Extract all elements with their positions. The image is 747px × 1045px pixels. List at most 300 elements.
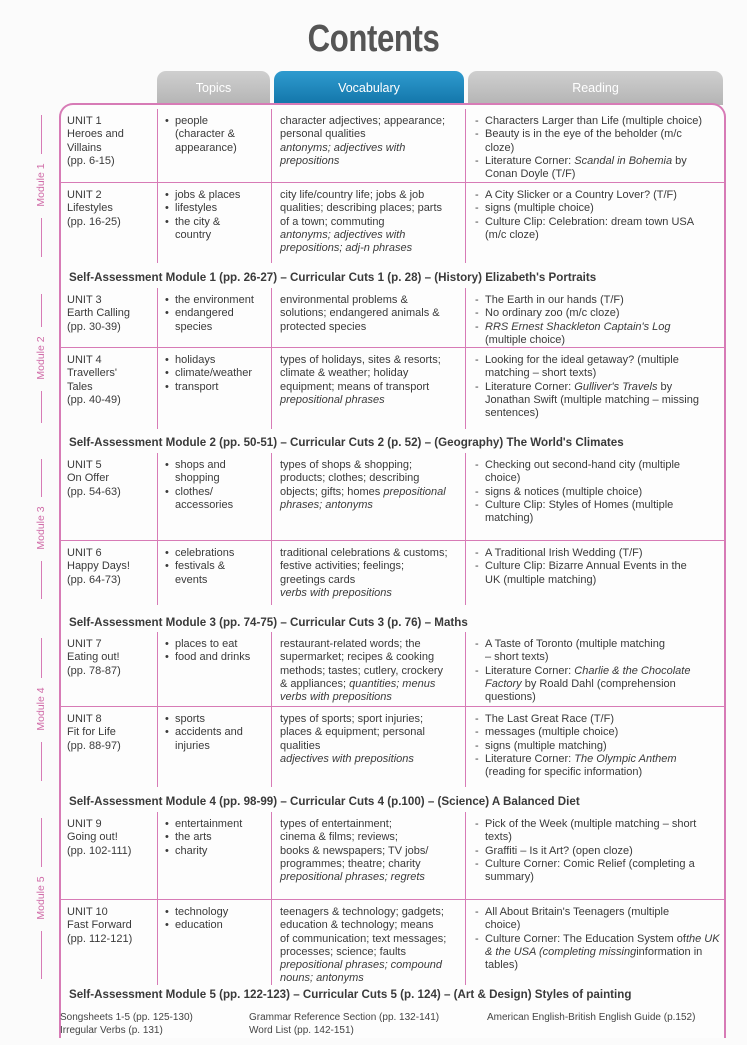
unit-title-cell bbox=[61, 453, 156, 540]
vocabulary-line bbox=[280, 229, 460, 242]
reading-cell bbox=[465, 541, 724, 605]
vocabulary-text: prepositions bbox=[280, 154, 340, 167]
reading-text: Conan Doyle (T/F) bbox=[485, 168, 576, 181]
unit-title-cell bbox=[61, 109, 156, 182]
vocabulary-line bbox=[280, 189, 460, 202]
unit-title-cell bbox=[61, 632, 156, 706]
vocabulary-text: prepositional phrases; compound bbox=[280, 959, 443, 972]
vocabulary-line bbox=[280, 933, 460, 946]
vocabulary-line bbox=[280, 858, 460, 871]
topic-item: events bbox=[175, 573, 208, 586]
topics-cell bbox=[157, 632, 270, 706]
tab-vocabulary: Vocabulary bbox=[274, 71, 464, 105]
reading-text bbox=[485, 381, 720, 394]
vocabulary-text: antonyms; adjectives with bbox=[280, 228, 406, 241]
unit-title-cell bbox=[61, 812, 156, 899]
footer-col-1 bbox=[60, 1011, 193, 1037]
vocabulary-line bbox=[280, 946, 460, 959]
vocabulary-text: prepositional phrases; regrets bbox=[280, 871, 425, 884]
reading-item bbox=[474, 726, 720, 739]
vocabulary-text: types of entertainment; bbox=[280, 818, 392, 830]
reading-text: - No ordinary zoo (m/c cloze) bbox=[485, 307, 620, 320]
topic-item: • the environment bbox=[165, 294, 266, 307]
reading-text: matching – short texts) bbox=[485, 367, 597, 380]
unit-title-cell bbox=[61, 541, 156, 605]
vocabulary-line bbox=[280, 845, 460, 858]
vocabulary-line bbox=[280, 486, 460, 499]
vocabulary-line bbox=[280, 155, 460, 168]
column-tabs bbox=[157, 71, 723, 105]
reading-text: sentences) bbox=[485, 407, 539, 420]
footer-songsheets: Songsheets 1-5 (pp. 125-130) bbox=[60, 1012, 193, 1023]
unit-number: UNIT 6 bbox=[67, 547, 102, 559]
topic-item: • climate/weather bbox=[165, 367, 266, 380]
reading-text: choice) bbox=[485, 472, 521, 485]
vocabulary-cell bbox=[271, 541, 464, 605]
vocabulary-cell bbox=[271, 109, 464, 182]
unit-row bbox=[61, 348, 724, 429]
topic-item: • holidays bbox=[165, 354, 266, 367]
unit-row bbox=[61, 812, 724, 900]
reading-text: Literature Corner: bbox=[485, 664, 575, 677]
topic-item: • sports bbox=[165, 713, 266, 726]
reading-text: (multiple choice) bbox=[485, 333, 566, 346]
vocabulary-line bbox=[280, 691, 460, 704]
topic-item: • entertainment bbox=[165, 818, 266, 831]
topics-cell bbox=[157, 900, 270, 985]
tab-reading: Reading bbox=[468, 71, 723, 105]
unit-title-line: (pp. 54-63) bbox=[67, 485, 121, 498]
unit-number: UNIT 5 bbox=[67, 459, 102, 471]
vocabulary-text: phrases; antonyms bbox=[280, 498, 373, 511]
reading-text: - Looking for the ideal getaway? (multiple bbox=[485, 354, 679, 366]
self-assessment-line: Self-Assessment Module 1 (pp. 26-27) – Curricular Cuts 1 (p. 28) – (History) Elizabeth's Portraits bbox=[69, 271, 597, 284]
reading-item bbox=[474, 560, 720, 587]
reading-text: questions) bbox=[485, 691, 536, 704]
reading-text bbox=[485, 665, 720, 678]
vocabulary-line bbox=[280, 740, 460, 753]
reading-text: (m/c cloze) bbox=[485, 228, 539, 241]
vocabulary-cell bbox=[271, 632, 464, 706]
vocabulary-text: verbs with prepositions bbox=[280, 691, 392, 704]
reading-item bbox=[474, 547, 720, 560]
vocabulary-text: solutions; endangered animals & bbox=[280, 307, 440, 320]
module-label: Module 4 bbox=[35, 686, 47, 731]
footer-col-3 bbox=[487, 1011, 695, 1024]
unit-row bbox=[61, 288, 724, 348]
reading-text bbox=[485, 933, 720, 973]
vocabulary-text: traditional celebrations & customs; bbox=[280, 547, 448, 559]
reading-text: - The Last Great Race (T/F) bbox=[485, 713, 614, 725]
vocabulary-line bbox=[280, 142, 460, 155]
unit-title-line: Villains bbox=[67, 141, 102, 154]
footer-col-2 bbox=[249, 1011, 439, 1037]
topic-item: country bbox=[175, 228, 212, 241]
topic-item: • technology bbox=[165, 906, 266, 919]
topics-cell bbox=[157, 453, 270, 540]
vocabulary-cell bbox=[271, 707, 464, 787]
self-assessment-line: Self-Assessment Module 5 (pp. 122-123) – Curricular Cuts 5 (p. 124) – (Art & Design) Styles of painting bbox=[69, 988, 632, 1001]
reading-item bbox=[474, 713, 720, 726]
footer-word-list: Word List (pp. 142-151) bbox=[249, 1025, 354, 1036]
vocabulary-line bbox=[280, 972, 460, 985]
unit-number: UNIT 3 bbox=[67, 294, 102, 306]
reading-item bbox=[474, 216, 720, 243]
vocabulary-line bbox=[280, 665, 460, 678]
vocabulary-line bbox=[280, 547, 460, 560]
reading-text: information in tables) bbox=[485, 945, 703, 972]
vocabulary-line bbox=[280, 381, 460, 394]
unit-title-line: (pp. 112-121) bbox=[67, 932, 133, 945]
vocabulary-text: greetings cards bbox=[280, 573, 356, 586]
reading-text bbox=[485, 678, 720, 691]
topic-item: • celebrations bbox=[165, 547, 266, 560]
vocabulary-line bbox=[280, 242, 460, 255]
vocabulary-text: qualities bbox=[280, 739, 321, 752]
reading-title: Charlie & the Chocolate bbox=[574, 664, 691, 677]
module-divider-line bbox=[41, 391, 42, 424]
reading-text: - A City Slicker or a Country Lover? (T/F) bbox=[485, 189, 677, 201]
topics-cell bbox=[157, 183, 270, 263]
reading-text bbox=[485, 155, 720, 168]
reading-text: matching) bbox=[485, 512, 534, 525]
vocabulary-text: supermarket; recipes & cooking bbox=[280, 651, 435, 664]
reading-text: - Characters Larger than Life (multiple choice) bbox=[485, 115, 703, 127]
unit-row bbox=[61, 453, 724, 541]
topic-item: • clothes/ bbox=[165, 486, 266, 499]
reading-text: - RRS Ernest Shackleton Captain's Log bbox=[485, 320, 671, 333]
reading-item bbox=[474, 740, 720, 753]
reading-text: Literature Corner: bbox=[485, 154, 575, 167]
reading-text bbox=[485, 753, 720, 766]
vocabulary-line bbox=[280, 115, 460, 128]
reading-item bbox=[474, 155, 720, 182]
topics-cell bbox=[157, 812, 270, 899]
reading-item bbox=[474, 486, 720, 499]
vocabulary-line bbox=[280, 831, 460, 844]
unit-title-line: (pp. 78-87) bbox=[67, 664, 121, 677]
reading-text: choice) bbox=[485, 919, 521, 932]
unit-number: UNIT 1 bbox=[67, 115, 102, 127]
reading-item bbox=[474, 933, 720, 973]
vocabulary-text: of communication; text messages; bbox=[280, 932, 447, 945]
unit-row bbox=[61, 541, 724, 605]
vocabulary-text: quantities; menus bbox=[349, 677, 436, 690]
reading-item bbox=[474, 354, 720, 381]
unit-title-line: Travellers' bbox=[67, 367, 117, 380]
unit-number: UNIT 9 bbox=[67, 818, 102, 830]
topics-cell bbox=[157, 348, 270, 429]
unit-number: UNIT 10 bbox=[67, 906, 108, 918]
topic-item: • people bbox=[165, 115, 266, 128]
unit-row bbox=[61, 900, 724, 985]
reading-item bbox=[474, 818, 720, 845]
topic-item: accessories bbox=[175, 498, 234, 511]
reading-text: Literature Corner: bbox=[485, 752, 575, 765]
topic-item: • places to eat bbox=[165, 638, 266, 651]
self-assessment-line: Self-Assessment Module 3 (pp. 74-75) – Curricular Cuts 3 (p. 76) – Maths bbox=[69, 616, 468, 629]
reading-text: UK (multiple matching) bbox=[485, 573, 597, 586]
vocabulary-text: of a town; commuting bbox=[280, 215, 385, 228]
unit-title-line: (pp. 88-97) bbox=[67, 739, 121, 752]
reading-text: texts) bbox=[485, 831, 512, 844]
unit-title-line: (pp. 64-73) bbox=[67, 573, 121, 586]
topic-item: species bbox=[175, 320, 213, 333]
reading-item bbox=[474, 499, 720, 526]
vocabulary-text: education & technology; means bbox=[280, 919, 434, 932]
reading-item bbox=[474, 459, 720, 486]
unit-title-cell bbox=[61, 707, 156, 787]
reading-item bbox=[474, 189, 720, 202]
unit-title-line: (pp. 30-39) bbox=[67, 320, 121, 333]
topic-item: • festivals & bbox=[165, 560, 266, 573]
vocabulary-line bbox=[280, 307, 460, 320]
module-divider-line bbox=[41, 931, 42, 980]
module-divider-line bbox=[41, 818, 42, 867]
vocabulary-line bbox=[280, 818, 460, 831]
vocabulary-text: personal qualities bbox=[280, 128, 366, 141]
vocabulary-text: types of shops & shopping; bbox=[280, 459, 413, 471]
unit-title-line: Lifestyles bbox=[67, 202, 113, 215]
reading-text: - signs (multiple matching) bbox=[485, 739, 607, 752]
module-divider-line bbox=[41, 294, 42, 327]
vocabulary-text: programmes; theatre; charity bbox=[280, 857, 421, 870]
reading-title: the UK & the USA (completing missing bbox=[485, 932, 720, 958]
vocabulary-line bbox=[280, 354, 460, 367]
module-divider-line bbox=[41, 638, 42, 678]
reading-item bbox=[474, 321, 720, 348]
reading-text: by Roald Dahl (comprehension bbox=[521, 677, 676, 690]
vocabulary-cell bbox=[271, 812, 464, 899]
reading-cell bbox=[465, 453, 724, 540]
topic-item: • transport bbox=[165, 381, 266, 394]
unit-title-line: Fit for Life bbox=[67, 726, 116, 739]
topics-cell bbox=[157, 109, 270, 182]
unit-title-line: Going out! bbox=[67, 831, 118, 844]
reading-text: - Checking out second-hand city (multiple bbox=[485, 459, 681, 471]
vocabulary-line bbox=[280, 459, 460, 472]
vocabulary-line bbox=[280, 560, 460, 573]
self-assessment-line: Self-Assessment Module 2 (pp. 50-51) – Curricular Cuts 2 (p. 52) – (Geography) The World's Climates bbox=[69, 436, 624, 449]
vocabulary-line bbox=[280, 906, 460, 919]
topic-item: • food and drinks bbox=[165, 651, 266, 664]
reading-item bbox=[474, 128, 720, 155]
reading-text: cloze) bbox=[485, 141, 515, 154]
reading-cell bbox=[465, 109, 724, 182]
reading-item bbox=[474, 638, 720, 665]
unit-title-line: (pp. 40-49) bbox=[67, 393, 121, 406]
vocabulary-text: & appliances; bbox=[280, 677, 350, 690]
unit-title-line: On Offer bbox=[67, 472, 109, 485]
topic-item: • education bbox=[165, 919, 266, 932]
module-divider-line bbox=[41, 115, 42, 154]
vocabulary-line bbox=[280, 574, 460, 587]
vocabulary-line bbox=[280, 216, 460, 229]
topic-item: • accidents and bbox=[165, 726, 266, 739]
vocabulary-line bbox=[280, 128, 460, 141]
vocabulary-line bbox=[280, 294, 460, 307]
vocabulary-line bbox=[280, 367, 460, 380]
topic-item: injuries bbox=[175, 739, 210, 752]
vocabulary-text: adjectives with prepositions bbox=[280, 752, 414, 765]
module-label: Module 5 bbox=[35, 875, 47, 920]
unit-title-line: (pp. 16-25) bbox=[67, 215, 121, 228]
unit-title-line: Earth Calling bbox=[67, 307, 130, 320]
footer-grammar-reference: Grammar Reference Section (pp. 132-141) bbox=[249, 1012, 440, 1023]
unit-row bbox=[61, 707, 724, 787]
vocabulary-text: character adjectives; appearance; bbox=[280, 115, 446, 127]
vocabulary-line bbox=[280, 919, 460, 932]
vocabulary-text: books & newspapers; TV jobs/ bbox=[280, 844, 429, 857]
unit-title-line: Tales bbox=[67, 380, 93, 393]
vocabulary-cell bbox=[271, 348, 464, 429]
vocabulary-text: environmental problems & bbox=[280, 294, 408, 306]
vocabulary-cell bbox=[271, 453, 464, 540]
vocabulary-line bbox=[280, 472, 460, 485]
module-divider-line bbox=[41, 218, 42, 257]
unit-title-cell bbox=[61, 183, 156, 263]
unit-number: UNIT 7 bbox=[67, 638, 102, 650]
module-label: Module 2 bbox=[35, 335, 47, 380]
topic-item: shopping bbox=[175, 472, 220, 485]
reading-text: by bbox=[657, 380, 673, 393]
vocabulary-text: cinema & films; reviews; bbox=[280, 831, 398, 844]
topic-item: appearance) bbox=[175, 141, 237, 154]
topic-item: • endangered bbox=[165, 307, 266, 320]
module-label: Module 3 bbox=[35, 506, 47, 550]
page-title: Contents bbox=[307, 18, 440, 60]
reading-item bbox=[474, 115, 720, 128]
vocabulary-text: climate & weather; holiday bbox=[280, 367, 409, 380]
reading-item bbox=[474, 381, 720, 421]
reading-title: Scandal in Bohemia bbox=[574, 154, 673, 167]
unit-number: UNIT 4 bbox=[67, 354, 102, 366]
reading-cell bbox=[465, 348, 724, 429]
reading-cell bbox=[465, 632, 724, 706]
unit-title-cell bbox=[61, 288, 156, 347]
unit-title-line: (pp. 6-15) bbox=[67, 154, 115, 167]
unit-title-line: Eating out! bbox=[67, 651, 120, 664]
module-divider-line bbox=[41, 742, 42, 782]
vocabulary-text: antonyms; adjectives with bbox=[280, 141, 406, 154]
reading-text: - All About Britain's Teenagers (multiple bbox=[485, 906, 670, 918]
reading-item bbox=[474, 753, 720, 780]
unit-number: UNIT 8 bbox=[67, 713, 102, 725]
topic-item: • shops and bbox=[165, 459, 266, 472]
reading-item bbox=[474, 845, 720, 858]
vocabulary-line bbox=[280, 959, 460, 972]
vocabulary-line bbox=[280, 587, 460, 600]
vocabulary-line bbox=[280, 321, 460, 334]
unit-number: UNIT 2 bbox=[67, 189, 102, 201]
vocabulary-cell bbox=[271, 183, 464, 263]
unit-row bbox=[61, 183, 724, 263]
reading-text: - Culture Clip: Celebration: dream town USA bbox=[485, 215, 695, 228]
unit-row bbox=[61, 109, 724, 183]
vocabulary-text: types of sports; sport injuries; bbox=[280, 713, 424, 725]
topic-item: • jobs & places bbox=[165, 189, 266, 202]
reading-text: Culture Corner: The Education System of bbox=[485, 932, 686, 945]
unit-row bbox=[61, 632, 724, 707]
reading-item bbox=[474, 294, 720, 307]
vocabulary-text: city life/country life; jobs & job bbox=[280, 189, 425, 201]
vocabulary-text: restaurant-related words; the bbox=[280, 638, 421, 650]
vocabulary-line bbox=[280, 202, 460, 215]
vocabulary-text: prepositional phrases bbox=[280, 393, 385, 406]
footer-irregular-verbs: Irregular Verbs (p. 131) bbox=[60, 1025, 163, 1036]
unit-title-line: Heroes and bbox=[67, 128, 124, 141]
topic-item: • the city & bbox=[165, 216, 266, 229]
unit-title-cell bbox=[61, 348, 156, 429]
reading-text: - Culture Corner: Comic Relief (completing a bbox=[485, 857, 695, 870]
reading-text: – short texts) bbox=[485, 651, 549, 664]
topics-cell bbox=[157, 288, 270, 347]
reading-text: summary) bbox=[485, 871, 534, 884]
reading-cell bbox=[465, 900, 724, 985]
reading-text: - Culture Clip: Bizarre Annual Events in the bbox=[485, 560, 687, 573]
vocabulary-text: teenagers & technology; gadgets; bbox=[280, 906, 444, 918]
vocabulary-text: protected species bbox=[280, 320, 367, 333]
reading-text: - Pick of the Week (multiple matching – short bbox=[485, 818, 697, 830]
reading-item bbox=[474, 202, 720, 215]
vocabulary-text: prepositions; adj-n phrases bbox=[280, 242, 413, 255]
vocabulary-line bbox=[280, 678, 460, 691]
topic-item: • charity bbox=[165, 845, 266, 858]
reading-cell bbox=[465, 707, 724, 787]
reading-item bbox=[474, 858, 720, 885]
topics-cell bbox=[157, 707, 270, 787]
reading-cell bbox=[465, 288, 724, 347]
vocabulary-text: nouns; antonyms bbox=[280, 972, 364, 985]
vocabulary-text: products; clothes; describing bbox=[280, 472, 420, 485]
reading-text: by bbox=[672, 154, 687, 167]
reading-item bbox=[474, 307, 720, 320]
vocabulary-cell bbox=[271, 900, 464, 985]
vocabulary-line bbox=[280, 753, 460, 766]
vocabulary-text: equipment; means of transport bbox=[280, 380, 430, 393]
module-label: Module 1 bbox=[35, 163, 47, 207]
vocabulary-line bbox=[280, 638, 460, 651]
unit-title-line: (pp. 102-111) bbox=[67, 844, 132, 857]
unit-title-line: Happy Days! bbox=[67, 560, 130, 573]
vocabulary-cell bbox=[271, 288, 464, 347]
reading-text: - A Taste of Toronto (multiple matching bbox=[485, 638, 665, 650]
vocabulary-line bbox=[280, 713, 460, 726]
vocabulary-text: prepositional bbox=[383, 485, 446, 498]
reading-title: The Olympic Anthem bbox=[574, 752, 677, 765]
vocabulary-text: objects; gifts; homes bbox=[280, 485, 384, 498]
reading-title: Factory bbox=[485, 677, 522, 690]
reading-text: - signs & notices (multiple choice) bbox=[485, 485, 643, 498]
vocabulary-text: methods; tastes; cutlery, crockery bbox=[280, 664, 444, 677]
module-divider-line bbox=[41, 561, 42, 599]
vocabulary-line bbox=[280, 394, 460, 407]
reading-cell bbox=[465, 812, 724, 899]
self-assessment-line: Self-Assessment Module 4 (pp. 98-99) – Curricular Cuts 4 (p.100) – (Science) A Balanced Diet bbox=[69, 795, 580, 808]
vocabulary-text: festive activities; feelings; bbox=[280, 560, 405, 573]
vocabulary-text: qualities; describing places; parts bbox=[280, 202, 443, 215]
reading-text: - Beauty is in the eye of the beholder (m/c bbox=[485, 128, 682, 141]
reading-text: - signs (multiple choice) bbox=[485, 202, 594, 215]
vocabulary-line bbox=[280, 499, 460, 512]
vocabulary-text: types of holidays, sites & resorts; bbox=[280, 354, 441, 366]
module-divider-line bbox=[41, 459, 42, 497]
topic-item: • the arts bbox=[165, 831, 266, 844]
vocabulary-line bbox=[280, 651, 460, 664]
reading-text: Jonathan Swift (multiple matching – missing bbox=[485, 393, 699, 406]
topic-item: (character & bbox=[175, 128, 235, 141]
reading-text: - A Traditional Irish Wedding (T/F) bbox=[485, 547, 643, 559]
